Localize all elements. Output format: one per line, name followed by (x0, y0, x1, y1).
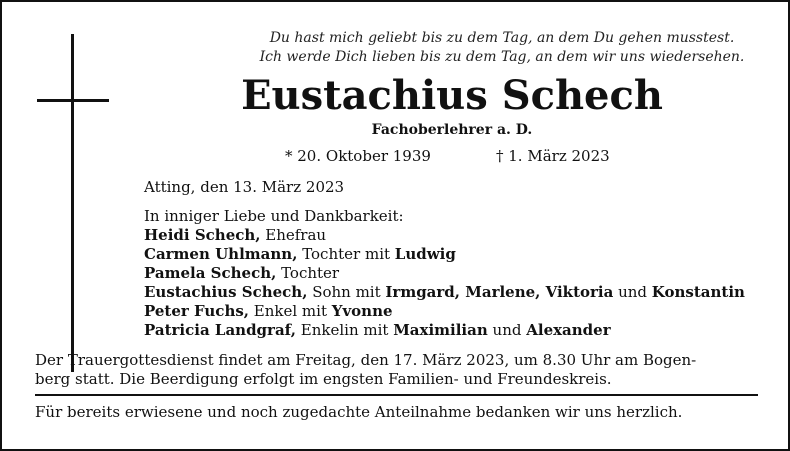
quote-line-2: Ich werde Dich lieben bis zu dem Tag, an dem wir uns wiedersehen. (259, 49, 745, 65)
mourner-name: Peter Fuchs, (144, 302, 250, 320)
divider-rule (35, 394, 758, 396)
service-line-1: Der Trauergottesdienst findet am Freitag, den 17. März 2023, um 8.30 Uhr am Bogen- (35, 351, 697, 369)
mourner-name: Heidi Schech, (144, 226, 261, 244)
mourner-connector: und (487, 321, 527, 339)
mourner-relation: Sohn mit (307, 283, 386, 301)
memorial-quote (232, 29, 772, 67)
birth-date: * 20. Oktober 1939 (285, 147, 431, 165)
death-date: † 1. März 2023 (496, 147, 610, 165)
deceased-title: Fachoberlehrer a. D. (371, 122, 533, 138)
mourner-name: Carmen Uhlmann, (144, 245, 298, 263)
mourners-intro: In inniger Liebe und Dankbarkeit: (144, 207, 404, 225)
mourner-relative: Irmgard, Marlene, Viktoria (385, 283, 614, 301)
cross-icon (71, 34, 74, 372)
mourner-relative: Maximilian (393, 321, 488, 339)
mourner-relation: Enkel mit (249, 302, 332, 320)
mourner-relative: Alexander (526, 321, 611, 339)
mourner-relative: Konstantin (651, 283, 745, 301)
mourner-relative: Ludwig (394, 245, 456, 263)
mourner-relation: Tochter (276, 264, 340, 282)
cross-icon-bar (37, 99, 109, 102)
service-announcement (35, 351, 760, 389)
mourner-name: Patricia Landgraf, (144, 321, 297, 339)
thanks-note: Für bereits erwiesene und noch zugedachte Anteilnahme bedanken wir uns herzlich. (35, 403, 683, 421)
mourner-line (144, 245, 774, 264)
mourner-name: Eustachius Schech, (144, 283, 308, 301)
mourner-connector: und (613, 283, 652, 301)
mourner-line (144, 321, 774, 340)
mourner-line (144, 302, 774, 321)
mourner-line (144, 264, 774, 283)
mourners-list (144, 207, 774, 340)
quote-line-1: Du hast mich geliebt bis zu dem Tag, an dem Du gehen musstest. (269, 30, 735, 46)
place-date: Atting, den 13. März 2023 (144, 178, 345, 196)
mourner-line (144, 226, 774, 245)
mourner-name: Pamela Schech, (144, 264, 277, 282)
mourner-relation: Enkelin mit (296, 321, 394, 339)
mourner-relative: Yvonne (331, 302, 393, 320)
mourner-relation: Tochter mit (297, 245, 395, 263)
deceased-name: Eustachius Schech (241, 72, 663, 119)
mourner-relation: Ehefrau (260, 226, 327, 244)
mourner-line (144, 283, 774, 302)
service-line-2: berg statt. Die Beerdigung erfolgt im engsten Familien- und Freundeskreis. (35, 370, 612, 388)
